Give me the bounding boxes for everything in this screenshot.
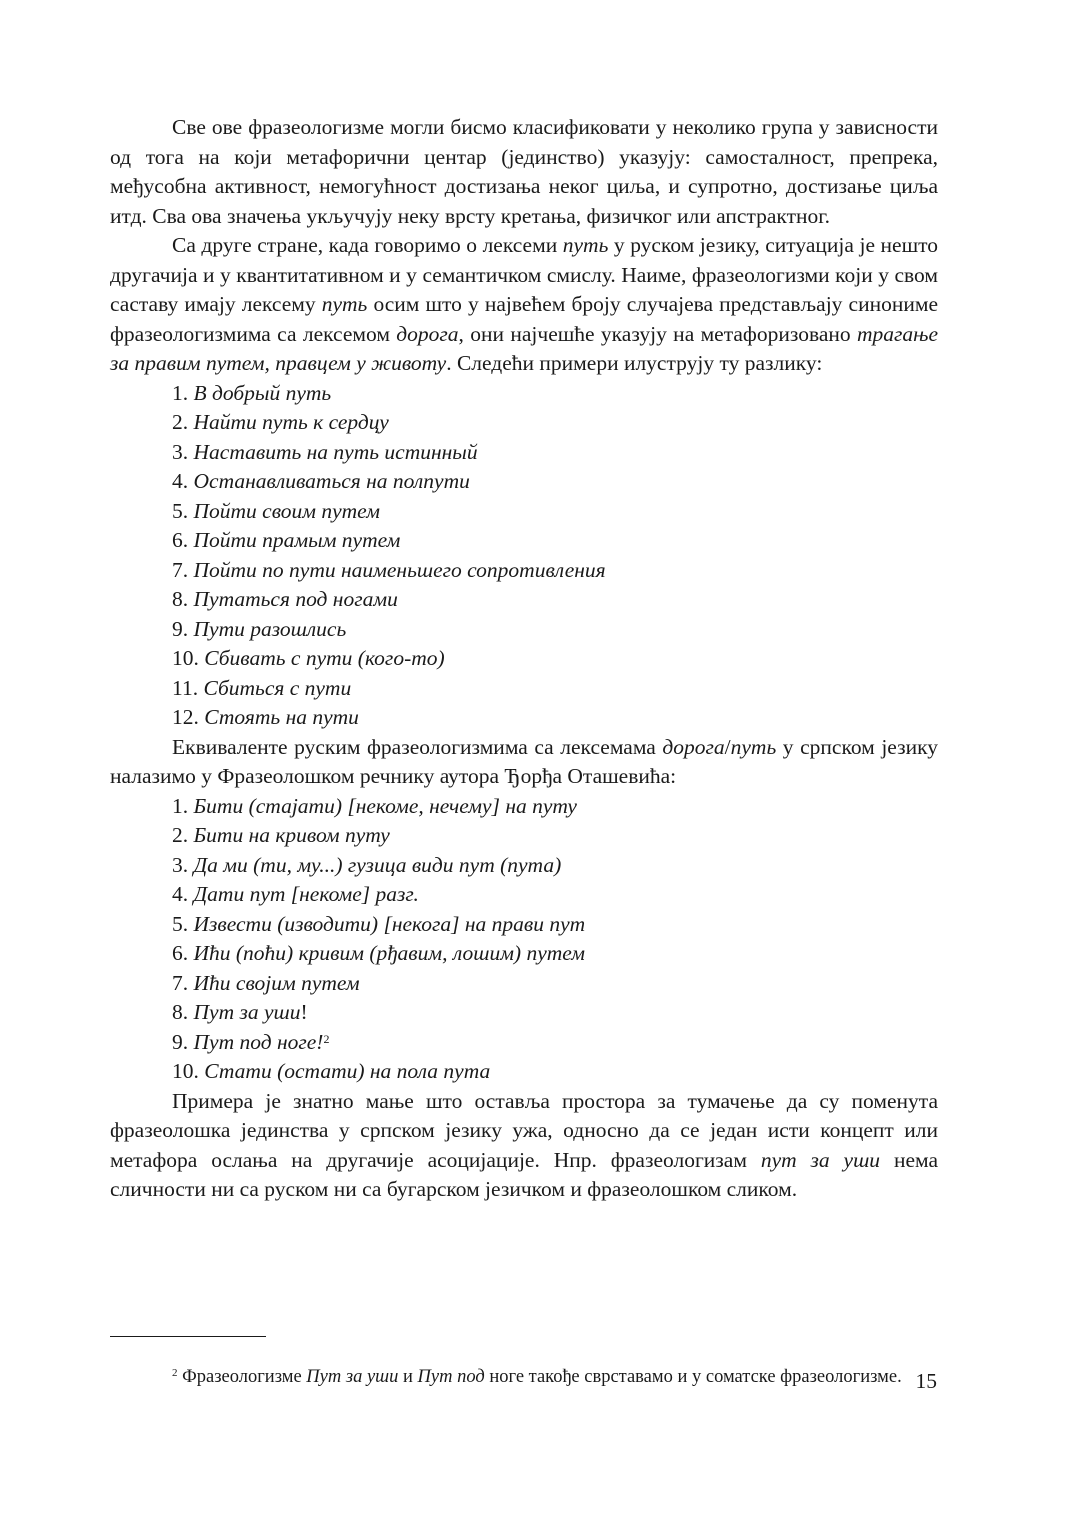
list-item: 10. Стати (остати) на пола пута [172, 1059, 491, 1083]
list-item: 6. Ићи (поћи) кривим (рђавим, лошим) путем [172, 941, 586, 965]
list-item: 8. Пут за уши! [172, 1000, 308, 1024]
list-item: 9. Пути разошлись [172, 616, 347, 641]
body-text [110, 113, 938, 1205]
list-item: 5. Извести (изводити) [некога] на прави пут [172, 911, 586, 936]
paragraph-2: Са друге стране, када говоримо о лексеми путь у руском језику, ситуација је нешто другачија и у квантитативном и у семантичком смислу. Наиме, фразеологизми који у свом саставу имају лексему путь осим што у највећем броју случајева представљају синониме фразеологизмима са лексемом дорога, они најчешће указују на метафоризовано трагање за правим путем, правцем у животу. Следећи примери илуструју ту разлику: [110, 233, 939, 375]
list-item: 4. Дати пут [некоме] разг. [172, 882, 419, 906]
footnote-marker: 2 [172, 1366, 178, 1379]
list-item: 9. Пут под ноге!$^2$ [172, 1029, 330, 1054]
paragraph-4: Примера је знатно мање што оставља простора за тумачење да су поменута фразеолошка јединства у српском језику ужа, односно да се један исти концепт или метафора ослања на другачије асоцијације. Нпр. фразеологизам пут за уши нема сличности ни са руском ни са бугарском језичком и фразеолошком сликом. [110, 1088, 938, 1201]
footnote: $^2$ Фразеологизме Пут за уши и Пут под ноге такође сврставамо и у соматске фразеологизме. [172, 1366, 902, 1387]
list-item: 7. Ићи својим путем [172, 970, 360, 995]
russian-phraseology-list [110, 379, 938, 733]
list-item: 10. Сбивать с пути (кого-то) [172, 646, 445, 670]
list-item: 3. Да ми (ти, му...) гузица види пут (пута) [172, 852, 562, 877]
page-number: 15 [915, 1369, 937, 1393]
paragraph-1: Све ове фразеологизме могли бисмо класификовати у неколико група у зависности од тога на који метафорични центар (јединство) указују: самосталност, препрека, међусобна активност, немогућност достизања неког циља, и супротно, достизање циља итд. Сва ова значења укључују неку врсту кретања, физичког или апстрактног. [110, 115, 938, 228]
list-item: 1. Бити (стајати) [некоме, нечему] на путу [172, 793, 577, 818]
list-item: 6. Пойти прамым путем [172, 528, 401, 552]
serbian-phraseology-list [110, 792, 938, 1087]
list-item: 3. Наставить на путь истинный [172, 439, 478, 464]
list-item: 12. Стоять на пути [172, 705, 359, 729]
list-item: 7. Пойти по пути наименьшего сопротивления [172, 557, 606, 582]
list-item: 2. Найти путь к сердцу [172, 410, 389, 434]
list-item: 11. Сбиться с пути [172, 675, 352, 700]
list-item: 4. Останавливаться на полпути [172, 469, 470, 493]
list-item: 5. Пойти своим путем [172, 498, 380, 523]
list-item: 1. В добрый путь [172, 380, 332, 405]
list-item: 2. Бити на кривом путу [172, 823, 390, 847]
paragraph-3: Еквиваленте руским фразеологизмима са лексемама дорога/путь у српском језику налазимо у Фразеолошком речнику аутора Ђорђа Оташевића: [110, 734, 938, 788]
list-item: 8. Путаться под ногами [172, 587, 398, 611]
footnote-divider [110, 1336, 266, 1337]
footnote-reference[interactable]: 2 [323, 1031, 330, 1046]
